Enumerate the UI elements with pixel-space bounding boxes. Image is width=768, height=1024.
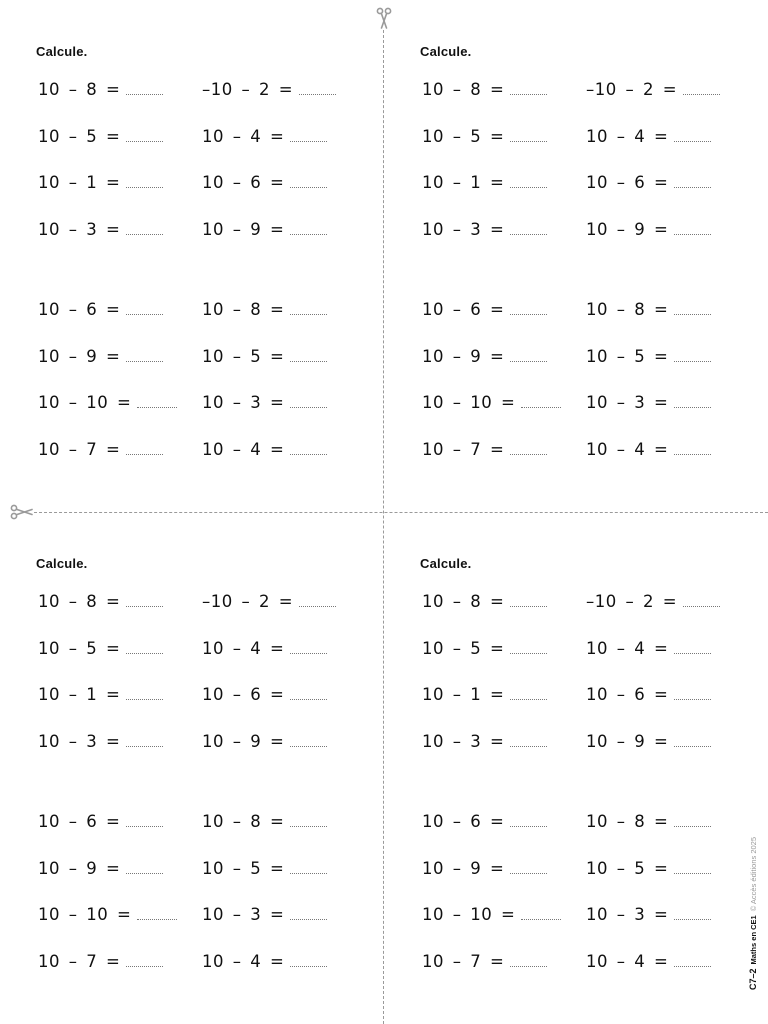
answer-blank[interactable] — [521, 397, 561, 408]
exercise — [202, 393, 327, 412]
answer-blank[interactable] — [510, 596, 547, 607]
exercise — [422, 300, 547, 319]
exercise — [422, 80, 547, 99]
page-footer — [748, 837, 758, 990]
answer-blank[interactable] — [510, 816, 547, 827]
answer-blank[interactable] — [290, 689, 327, 700]
answer-blank[interactable] — [683, 596, 720, 607]
subtraction-expression: 10 – 6 = — [586, 685, 669, 704]
subtraction-expression: 10 – 6 = — [422, 812, 505, 831]
subtraction-expression: 10 – 7 = — [422, 951, 505, 971]
worksheet-panel-top-left — [36, 44, 376, 504]
answer-blank[interactable] — [137, 909, 177, 920]
subtraction-expression: 10 – 9 = — [422, 346, 505, 366]
exercise — [422, 127, 547, 146]
exercise — [586, 639, 711, 658]
subtraction-expression: 10 – 9 = — [586, 731, 669, 751]
horizontal-cut-line — [34, 512, 768, 513]
answer-blank[interactable] — [126, 816, 163, 827]
answer-blank[interactable] — [290, 304, 327, 315]
exercise — [586, 905, 711, 924]
subtraction-expression: 10 – 9 = — [38, 858, 121, 878]
subtraction-expression: 10 – 6 = — [586, 173, 669, 192]
answer-blank[interactable] — [510, 304, 547, 315]
exercise — [38, 952, 163, 971]
answer-blank[interactable] — [126, 351, 163, 362]
exercise — [586, 592, 720, 611]
subtraction-expression: 10 – 5 = — [38, 638, 121, 658]
book-title: Maths en CE1 — [749, 915, 758, 965]
answer-blank[interactable] — [674, 863, 711, 874]
instruction-title: Calcule. — [420, 556, 472, 571]
subtraction-expression: 10 – 8 = — [202, 812, 285, 831]
exercise — [422, 812, 547, 831]
answer-blank[interactable] — [510, 956, 547, 967]
answer-blank[interactable] — [290, 131, 327, 142]
answer-blank[interactable] — [126, 643, 163, 654]
subtraction-expression: 10 – 6 = — [202, 173, 285, 192]
answer-blank[interactable] — [674, 177, 711, 188]
subtraction-expression: 10 – 8 = — [422, 80, 505, 99]
subtraction-expression: 10 – 4 = — [202, 439, 285, 459]
subtraction-expression: 10 – 9 = — [202, 219, 285, 239]
subtraction-expression: 10 – 5 = — [422, 638, 505, 658]
subtraction-expression: 10 – 8 = — [422, 592, 505, 611]
vertical-cut-line — [383, 30, 384, 1024]
exercise — [202, 905, 327, 924]
sheet-code: C7–2 — [748, 968, 758, 990]
scissors-icon — [9, 500, 33, 524]
subtraction-expression: 10 – 10 = — [38, 905, 132, 924]
answer-blank[interactable] — [126, 444, 163, 455]
subtraction-expression: 10 – 4 = — [202, 951, 285, 971]
subtraction-expression: 10 – 6 = — [38, 812, 121, 831]
exercise — [38, 80, 163, 99]
subtraction-expression: 10 – 6 = — [422, 300, 505, 319]
exercise — [38, 127, 163, 146]
subtraction-expression: 10 – 4 = — [202, 126, 285, 146]
exercise — [38, 812, 163, 831]
exercise — [586, 220, 711, 239]
answer-blank[interactable] — [290, 736, 327, 747]
subtraction-expression: 10 – 9 = — [586, 219, 669, 239]
exercise — [422, 859, 547, 878]
exercise — [202, 732, 327, 751]
subtraction-expression: 10 – 3 = — [586, 905, 669, 924]
subtraction-expression: 10 – 5 = — [202, 346, 285, 366]
answer-blank[interactable] — [510, 224, 547, 235]
exercise — [422, 347, 547, 366]
subtraction-expression: –10 – 2 = — [202, 592, 294, 611]
subtraction-expression: 10 – 3 = — [38, 731, 121, 751]
exercise — [202, 127, 327, 146]
exercise — [202, 440, 327, 459]
subtraction-expression: 10 – 4 = — [586, 951, 669, 971]
exercise — [586, 685, 711, 704]
exercise — [422, 639, 547, 658]
exercise — [586, 393, 711, 412]
answer-blank[interactable] — [674, 304, 711, 315]
subtraction-expression: 10 – 5 = — [586, 346, 669, 366]
answer-blank[interactable] — [510, 863, 547, 874]
answer-blank[interactable] — [137, 397, 177, 408]
exercise — [202, 812, 327, 831]
exercise — [38, 685, 163, 704]
subtraction-expression: 10 – 4 = — [586, 126, 669, 146]
exercise — [422, 685, 547, 704]
answer-blank[interactable] — [126, 863, 163, 874]
answer-blank[interactable] — [290, 397, 327, 408]
exercise — [586, 952, 711, 971]
instruction-title: Calcule. — [36, 556, 88, 571]
exercise — [586, 812, 711, 831]
exercise — [422, 173, 547, 192]
worksheet-panel-bottom-right — [420, 556, 760, 1016]
subtraction-expression: 10 – 5 = — [202, 858, 285, 878]
answer-blank[interactable] — [674, 689, 711, 700]
answer-blank[interactable] — [126, 84, 163, 95]
answer-blank[interactable] — [674, 444, 711, 455]
subtraction-expression: 10 – 4 = — [586, 638, 669, 658]
exercise — [586, 732, 711, 751]
subtraction-expression: 10 – 8 = — [586, 812, 669, 831]
answer-blank[interactable] — [674, 351, 711, 362]
answer-blank[interactable] — [126, 177, 163, 188]
exercise — [586, 440, 711, 459]
subtraction-expression: 10 – 10 = — [422, 905, 516, 924]
answer-blank[interactable] — [126, 131, 163, 142]
exercise — [202, 173, 327, 192]
subtraction-expression: 10 – 5 = — [38, 126, 121, 146]
exercise — [422, 952, 547, 971]
subtraction-expression: 10 – 3 = — [586, 393, 669, 412]
exercise — [422, 905, 561, 924]
subtraction-expression: 10 – 3 = — [202, 905, 285, 924]
answer-blank[interactable] — [126, 956, 163, 967]
subtraction-expression: 10 – 7 = — [422, 439, 505, 459]
answer-blank[interactable] — [510, 131, 547, 142]
exercise — [422, 220, 547, 239]
answer-blank[interactable] — [290, 444, 327, 455]
answer-blank[interactable] — [674, 909, 711, 920]
exercise — [202, 685, 327, 704]
exercise — [422, 592, 547, 611]
exercise — [586, 300, 711, 319]
exercise — [38, 173, 163, 192]
subtraction-expression: –10 – 2 = — [586, 592, 678, 611]
exercise — [202, 300, 327, 319]
answer-blank[interactable] — [290, 909, 327, 920]
exercise — [38, 859, 163, 878]
scissors-icon — [372, 6, 396, 30]
exercise — [586, 127, 711, 146]
answer-blank[interactable] — [290, 177, 327, 188]
subtraction-expression: –10 – 2 = — [586, 80, 678, 99]
answer-blank[interactable] — [290, 351, 327, 362]
answer-blank[interactable] — [674, 956, 711, 967]
subtraction-expression: 10 – 10 = — [422, 393, 516, 412]
answer-blank[interactable] — [510, 689, 547, 700]
answer-blank[interactable] — [126, 224, 163, 235]
subtraction-expression: 10 – 10 = — [38, 393, 132, 412]
answer-blank[interactable] — [521, 909, 561, 920]
subtraction-expression: 10 – 7 = — [38, 439, 121, 459]
exercise — [38, 440, 163, 459]
answer-blank[interactable] — [683, 84, 720, 95]
answer-blank[interactable] — [126, 304, 163, 315]
subtraction-expression: 10 – 3 = — [422, 219, 505, 239]
subtraction-expression: 10 – 4 = — [586, 439, 669, 459]
exercise — [202, 80, 336, 99]
answer-blank[interactable] — [510, 351, 547, 362]
subtraction-expression: 10 – 3 = — [202, 393, 285, 412]
answer-blank[interactable] — [674, 224, 711, 235]
copyright-notice: © Accès éditions 2025 — [749, 836, 758, 912]
subtraction-expression: 10 – 1 = — [422, 685, 505, 704]
subtraction-expression: 10 – 5 = — [586, 858, 669, 878]
subtraction-expression: 10 – 8 = — [202, 300, 285, 319]
subtraction-expression: 10 – 1 = — [422, 173, 505, 192]
exercise — [202, 592, 336, 611]
answer-blank[interactable] — [510, 177, 547, 188]
answer-blank[interactable] — [674, 131, 711, 142]
subtraction-expression: 10 – 3 = — [422, 731, 505, 751]
answer-blank[interactable] — [126, 736, 163, 747]
subtraction-expression: 10 – 3 = — [38, 219, 121, 239]
exercise — [38, 639, 163, 658]
answer-blank[interactable] — [674, 816, 711, 827]
subtraction-expression: 10 – 1 = — [38, 173, 121, 192]
exercise — [38, 347, 163, 366]
answer-blank[interactable] — [510, 84, 547, 95]
exercise — [38, 300, 163, 319]
exercise — [202, 859, 327, 878]
answer-blank[interactable] — [126, 596, 163, 607]
exercise — [202, 952, 327, 971]
exercise — [38, 905, 177, 924]
exercise — [202, 220, 327, 239]
subtraction-expression: 10 – 9 = — [38, 346, 121, 366]
subtraction-expression: –10 – 2 = — [202, 80, 294, 99]
exercise — [202, 639, 327, 658]
subtraction-expression: 10 – 8 = — [38, 592, 121, 611]
instruction-title: Calcule. — [420, 44, 472, 59]
answer-blank[interactable] — [290, 956, 327, 967]
exercise — [38, 592, 163, 611]
answer-blank[interactable] — [510, 444, 547, 455]
exercise — [586, 173, 711, 192]
answer-blank[interactable] — [674, 643, 711, 654]
subtraction-expression: 10 – 6 = — [38, 300, 121, 319]
worksheet-panel-top-right — [420, 44, 760, 504]
answer-blank[interactable] — [299, 596, 336, 607]
answer-blank[interactable] — [510, 643, 547, 654]
subtraction-expression: 10 – 5 = — [422, 126, 505, 146]
exercise — [422, 393, 561, 412]
exercise — [586, 859, 711, 878]
subtraction-expression: 10 – 7 = — [38, 951, 121, 971]
answer-blank[interactable] — [674, 397, 711, 408]
worksheet-panel-bottom-left — [36, 556, 376, 1016]
subtraction-expression: 10 – 1 = — [38, 685, 121, 704]
answer-blank[interactable] — [290, 816, 327, 827]
instruction-title: Calcule. — [36, 44, 88, 59]
subtraction-expression: 10 – 9 = — [422, 858, 505, 878]
subtraction-expression: 10 – 6 = — [202, 685, 285, 704]
exercise — [422, 732, 547, 751]
subtraction-expression: 10 – 4 = — [202, 638, 285, 658]
answer-blank[interactable] — [126, 689, 163, 700]
exercise — [586, 347, 711, 366]
exercise — [38, 732, 163, 751]
answer-blank[interactable] — [290, 643, 327, 654]
answer-blank[interactable] — [290, 224, 327, 235]
answer-blank[interactable] — [290, 863, 327, 874]
answer-blank[interactable] — [299, 84, 336, 95]
subtraction-expression: 10 – 8 = — [586, 300, 669, 319]
exercise — [202, 347, 327, 366]
answer-blank[interactable] — [674, 736, 711, 747]
exercise — [38, 393, 177, 412]
subtraction-expression: 10 – 9 = — [202, 731, 285, 751]
exercise — [422, 440, 547, 459]
exercise — [38, 220, 163, 239]
subtraction-expression: 10 – 8 = — [38, 80, 121, 99]
answer-blank[interactable] — [510, 736, 547, 747]
exercise — [586, 80, 720, 99]
